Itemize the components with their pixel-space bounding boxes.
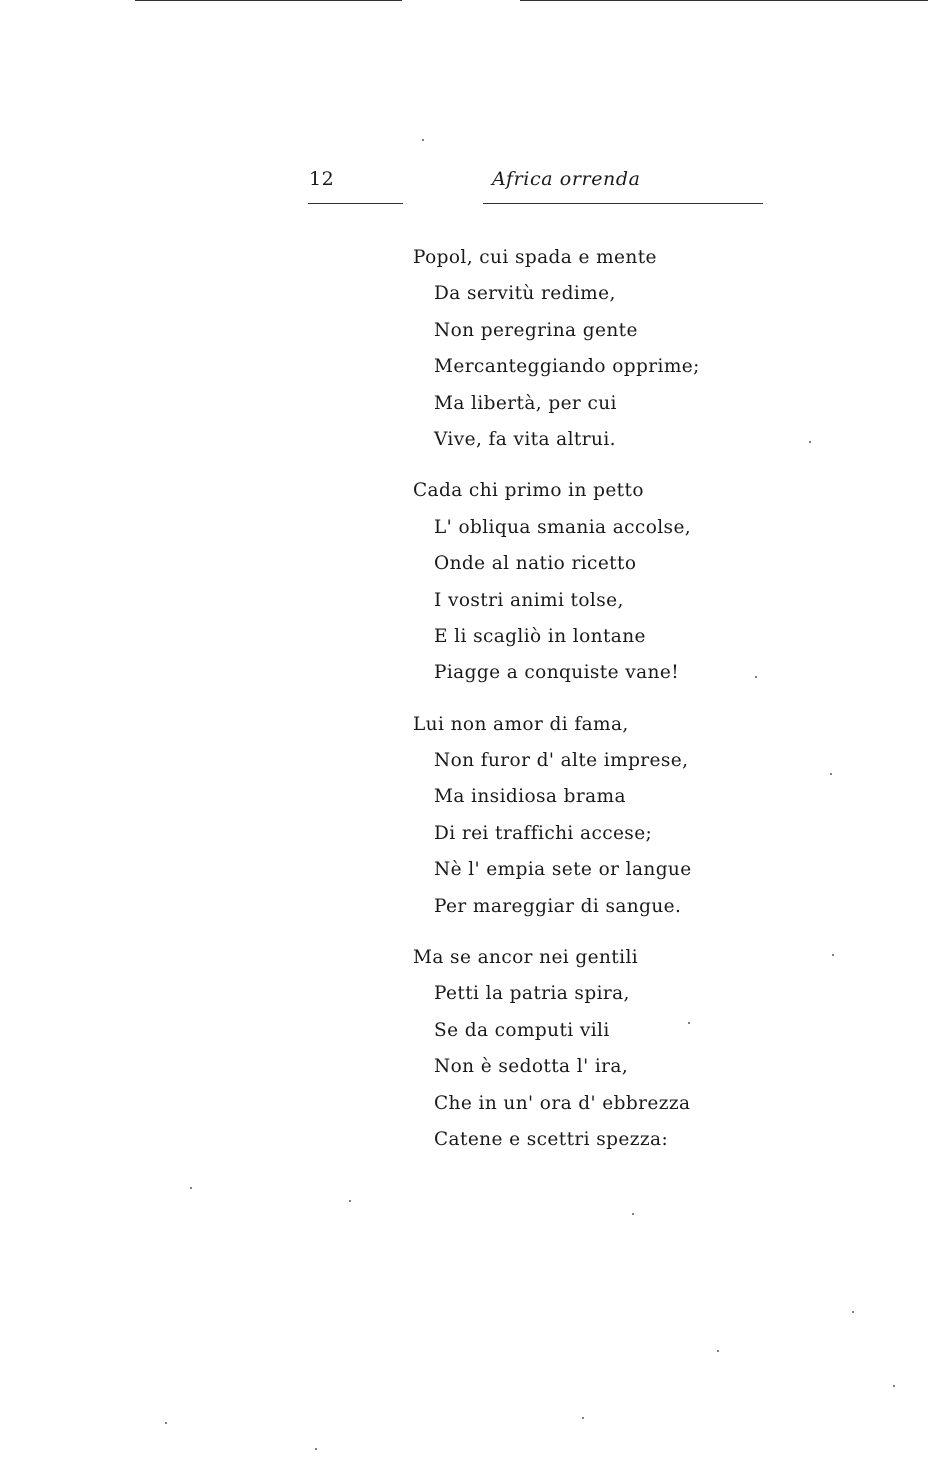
stanza-4 [413,946,833,1164]
verse-line: Onde al natio ricetto [434,553,637,575]
verse-line: Che in un' ora d' ebbrezza [434,1092,691,1114]
scan-speck [190,1187,192,1189]
header-rule-left [308,203,403,204]
top-edge-rule-right [520,0,928,1]
scan-speck [315,1448,317,1450]
scan-speck [832,954,834,956]
verse-line: Ma se ancor nei gentili [413,947,639,969]
verse-line: Vive, fa vita altrui. [434,428,616,450]
verse-line: Cada chi primo in petto [413,480,644,502]
verse-line: Ma insidiosa brama [434,786,626,808]
verse-line: Da servitù redime, [434,283,616,305]
verse-line: Di rei traffichi accese; [434,822,653,844]
verse-line: Piagge a conquiste vane! [434,662,680,684]
scan-speck [755,676,757,678]
scan-speck [349,1200,351,1202]
scan-speck [582,1417,584,1419]
running-title: Africa orrenda [492,168,641,190]
page-number: 12 [309,168,335,190]
verse-line: Non è sedotta l' ira, [434,1056,629,1078]
verse-line: Se da computi vili [434,1019,610,1041]
scan-speck [893,1385,895,1387]
verse-line: Non peregrina gente [434,319,638,341]
verse-line: Catene e scettri spezza: [434,1128,669,1150]
scan-speck [717,1350,719,1352]
verse-line: Lui non amor di fama, [413,713,629,735]
verse-line: Popol, cui spada e mente [413,247,657,268]
scan-speck [852,1311,854,1313]
scan-speck [809,441,811,443]
verse-line: Non furor d' alte imprese, [434,750,689,772]
verse-line: L' obliqua smania accolse, [434,516,692,538]
header-rule-right [483,203,763,204]
scan-speck [632,1213,634,1215]
scan-speck [165,1422,167,1424]
stanza-1 [413,246,833,464]
verse-line: E li scagliò in lontane [434,625,646,647]
verse-line: Ma libertà, per cui [434,392,617,414]
top-edge-rule-left [135,0,402,1]
poem [413,246,833,1179]
scan-speck [688,1022,690,1024]
stanza-2 [413,479,833,697]
stanza-3 [413,713,833,931]
verse-line: Mercanteggiando opprime; [434,356,700,378]
scan-speck [830,773,832,775]
verse-line: Petti la patria spira, [434,983,630,1005]
scan-speck [422,139,424,141]
verse-line: I vostri animi tolse, [434,589,624,611]
verse-line: Per mareggiar di sangue. [434,895,682,917]
verse-line: Nè l' empia sete or langue [434,859,692,881]
